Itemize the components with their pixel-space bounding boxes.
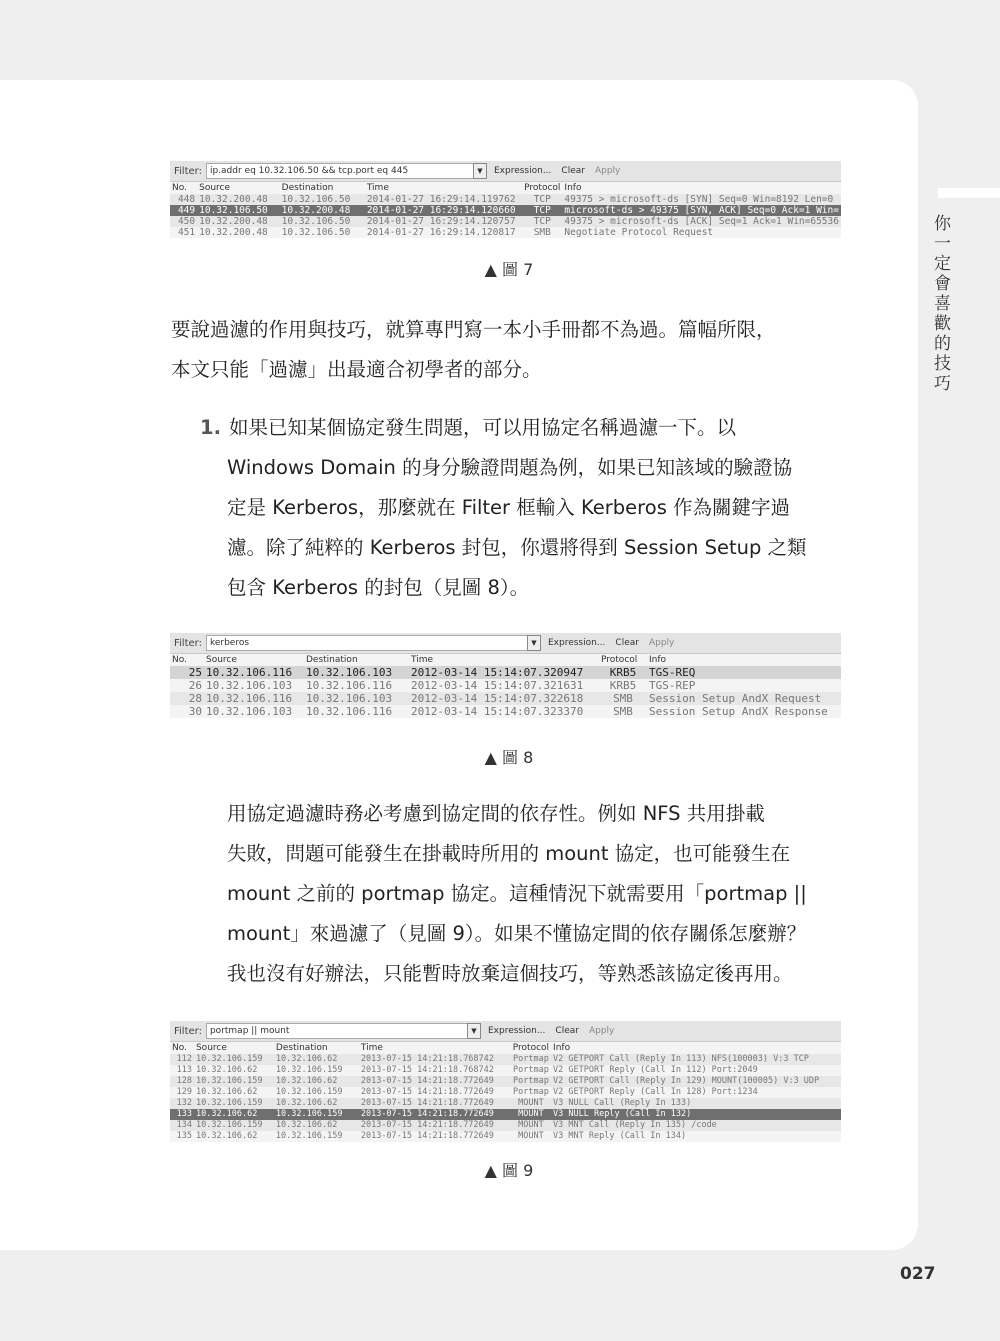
- packet-list-header: [170, 654, 841, 666]
- packet-cell: 2013-07-15 14:21:18.772649: [359, 1098, 511, 1109]
- packet-cell: SMB: [599, 705, 647, 718]
- paragraph-line: mount 之前的 portmap 協定。這種情況下就需要用「portmap ||: [227, 882, 807, 905]
- filter-toolbar: [170, 161, 841, 182]
- packet-cell: MOUNT: [511, 1131, 551, 1142]
- apply-button[interactable]: Apply: [594, 166, 621, 176]
- column-header[interactable]: Destination: [274, 1042, 359, 1054]
- list-item-line: 如果已知某個協定發生問題，可以用協定名稱過濾一下。以: [228, 416, 736, 439]
- packet-cell: 2013-07-15 14:21:18.772649: [359, 1076, 511, 1087]
- packet-cell: 448: [170, 194, 197, 205]
- packet-cell: 10.32.106.159: [194, 1120, 274, 1131]
- packet-row[interactable]: [170, 1076, 841, 1087]
- packet-cell: Portmap: [511, 1054, 551, 1065]
- column-header[interactable]: No.: [170, 182, 197, 194]
- packet-cell: 10.32.106.159: [274, 1109, 359, 1120]
- expression-button[interactable]: Expression...: [487, 1026, 546, 1036]
- packet-row[interactable]: [170, 1109, 841, 1120]
- packet-cell: TCP: [522, 205, 562, 216]
- column-header[interactable]: Destination: [304, 654, 409, 666]
- packet-cell: 2012-03-14 15:14:07.321631: [409, 679, 599, 692]
- packet-cell: 10.32.106.103: [204, 705, 304, 718]
- filter-toolbar: [170, 633, 841, 654]
- paragraph-line: mount」來過濾了（見圖 9）。如果不懂協定間的依存關係怎麼辦？: [227, 922, 807, 945]
- figure-8-screenshot: [170, 633, 841, 718]
- filter-label: Filter:: [174, 165, 202, 177]
- packet-cell: V2 GETPORT Reply (Call In 128) Port:1234: [551, 1087, 841, 1098]
- column-header[interactable]: Source: [204, 654, 304, 666]
- list-item-1-continued: [227, 448, 845, 608]
- packet-cell: 10.32.106.116: [304, 705, 409, 718]
- packet-cell: 10.32.106.62: [194, 1087, 274, 1098]
- packet-cell: Negotiate Protocol Request: [562, 227, 841, 238]
- intro-line: 本文只能「過濾」出最適合初學者的部分。: [171, 358, 542, 381]
- list-item-1: [200, 408, 845, 448]
- packet-cell: 2014-01-27 16:29:14.120660: [365, 205, 522, 216]
- packet-cell: 10.32.106.62: [194, 1109, 274, 1120]
- packet-cell: 10.32.106.116: [204, 666, 304, 679]
- packet-list: [170, 182, 841, 238]
- dropdown-arrow-icon[interactable]: ▼: [527, 635, 541, 651]
- page-number: 027: [900, 1264, 936, 1284]
- packet-cell: KRB5: [599, 666, 647, 679]
- column-header[interactable]: Info: [551, 1042, 841, 1054]
- packet-cell: 10.32.106.159: [274, 1065, 359, 1076]
- column-header[interactable]: Protocol: [524, 183, 561, 193]
- column-header[interactable]: Protocol: [599, 654, 647, 666]
- column-header[interactable]: Info: [647, 654, 841, 666]
- list-item-line: 定是 Kerberos，那麼就在 Filter 框輸入 Kerberos 作為關鍵字過: [227, 496, 791, 519]
- column-header[interactable]: Time: [409, 654, 599, 666]
- packet-cell: 10.32.106.116: [204, 692, 304, 705]
- packet-row[interactable]: [170, 1098, 841, 1109]
- packet-row[interactable]: [170, 216, 841, 227]
- packet-cell: 26: [170, 679, 204, 692]
- packet-cell: MOUNT: [511, 1098, 551, 1109]
- figure-7-screenshot: [170, 161, 841, 238]
- packet-cell: 10.32.106.103: [304, 666, 409, 679]
- clear-button[interactable]: Clear: [615, 638, 639, 648]
- packet-row[interactable]: [170, 1054, 841, 1065]
- apply-button[interactable]: Apply: [648, 638, 675, 648]
- packet-list-header: [170, 182, 841, 194]
- packet-cell: Session Setup AndX Request: [647, 692, 841, 705]
- filter-value: ip.addr eq 10.32.106.50 && tcp.port eq 445: [209, 166, 409, 176]
- packet-cell: TCP: [522, 216, 562, 227]
- filter-input[interactable]: [206, 1023, 481, 1039]
- packet-cell: 10.32.106.103: [204, 679, 304, 692]
- packet-cell: Portmap: [511, 1076, 551, 1087]
- packet-cell: 2013-07-15 14:21:18.772649: [359, 1120, 511, 1131]
- packet-cell: 2012-03-14 15:14:07.320947: [409, 666, 599, 679]
- filter-value: kerberos: [209, 638, 250, 648]
- column-header[interactable]: Info: [562, 182, 841, 194]
- expression-button[interactable]: Expression...: [547, 638, 606, 648]
- packet-row[interactable]: [170, 705, 841, 718]
- packet-cell: 10.32.106.116: [304, 679, 409, 692]
- filter-input[interactable]: [206, 163, 487, 179]
- packet-row[interactable]: [170, 1131, 841, 1142]
- intro-line: 要說過濾的作用與技巧，就算專門寫一本小手冊都不為過。篇幅所限，: [171, 318, 776, 341]
- packet-cell: 10.32.106.50: [280, 227, 365, 238]
- packet-cell: 10.32.106.50: [280, 216, 365, 227]
- packet-cell: 10.32.106.159: [194, 1098, 274, 1109]
- packet-row[interactable]: [170, 227, 841, 238]
- filter-input[interactable]: [206, 635, 541, 651]
- packet-row[interactable]: [170, 1087, 841, 1098]
- paragraph-dependency: [227, 794, 845, 994]
- packet-cell: 10.32.106.62: [274, 1054, 359, 1065]
- packet-cell: 2013-07-15 14:21:18.772649: [359, 1109, 511, 1120]
- packet-cell: 10.32.106.62: [274, 1076, 359, 1087]
- packet-cell: 28: [170, 692, 204, 705]
- packet-cell: 134: [170, 1120, 194, 1131]
- packet-cell: 133: [170, 1109, 194, 1120]
- packet-cell: 132: [170, 1098, 194, 1109]
- packet-cell: V2 GETPORT Call (Reply In 129) MOUNT(100005) V:3 UDP: [551, 1076, 841, 1087]
- packet-row[interactable]: [170, 666, 841, 679]
- packet-cell: 10.32.106.50: [280, 194, 365, 205]
- column-header[interactable]: No.: [170, 654, 204, 666]
- paragraph-line: 失敗，問題可能發生在掛載時所用的 mount 協定，也可能發生在: [227, 842, 791, 865]
- packet-cell: 10.32.106.62: [274, 1120, 359, 1131]
- clear-button[interactable]: Clear: [555, 1026, 579, 1036]
- filter-value: portmap || mount: [209, 1026, 290, 1036]
- dropdown-arrow-icon[interactable]: ▼: [473, 163, 487, 179]
- column-header[interactable]: Source: [194, 1042, 274, 1054]
- packet-row[interactable]: [170, 205, 841, 216]
- packet-cell: 113: [170, 1065, 194, 1076]
- column-header[interactable]: Time: [365, 182, 522, 194]
- packet-cell: Session Setup AndX Response: [647, 705, 841, 718]
- packet-cell: V3 MNT Reply (Call In 134): [551, 1131, 841, 1142]
- dropdown-arrow-icon[interactable]: ▼: [467, 1023, 481, 1039]
- column-header[interactable]: No.: [170, 1042, 194, 1054]
- packet-cell: MOUNT: [511, 1120, 551, 1131]
- packet-cell: TGS-REP: [647, 679, 841, 692]
- packet-cell: 2012-03-14 15:14:07.322618: [409, 692, 599, 705]
- column-header[interactable]: Source: [197, 182, 280, 194]
- packet-cell: 10.32.106.62: [194, 1065, 274, 1076]
- packet-cell: 128: [170, 1076, 194, 1087]
- packet-cell: 10.32.200.48: [197, 194, 280, 205]
- packet-cell: Portmap: [511, 1065, 551, 1076]
- packet-cell: 10.32.200.48: [197, 227, 280, 238]
- packet-cell: 10.32.106.62: [274, 1098, 359, 1109]
- packet-list-header: [170, 1042, 841, 1054]
- packet-cell: 451: [170, 227, 197, 238]
- packet-cell: 2014-01-27 16:29:14.120817: [365, 227, 522, 238]
- expression-button[interactable]: Expression...: [493, 166, 552, 176]
- packet-cell: 10.32.106.159: [274, 1087, 359, 1098]
- packet-cell: 2014-01-27 16:29:14.120757: [365, 216, 522, 227]
- side-chapter-title: 你一定會喜歡的技巧: [930, 214, 950, 394]
- packet-cell: V3 MNT Call (Reply In 135) /code: [551, 1120, 841, 1131]
- packet-list: [170, 654, 841, 718]
- packet-cell: 129: [170, 1087, 194, 1098]
- packet-cell: 10.32.106.159: [194, 1076, 274, 1087]
- list-item-line: 包含 Kerberos 的封包（見圖 8）。: [227, 576, 530, 599]
- packet-cell: SMB: [522, 227, 562, 238]
- list-number: 1.: [200, 416, 221, 439]
- column-header[interactable]: Protocol: [512, 1043, 550, 1053]
- packet-cell: V2 GETPORT Reply (Call In 112) Port:2049: [551, 1065, 841, 1076]
- intro-paragraph: [171, 310, 847, 390]
- packet-row[interactable]: [170, 1120, 841, 1131]
- paragraph-line: 用協定過濾時務必考慮到協定間的依存性。例如 NFS 共用掛載: [227, 802, 765, 825]
- figure-9-caption: ▲ 圖 9: [484, 1161, 534, 1180]
- packet-cell: 49375 > microsoft-ds [ACK] Seq=1 Ack=1 Win=65536: [562, 216, 841, 227]
- packet-cell: 449: [170, 205, 197, 216]
- packet-cell: V3 NULL Call (Reply In 133): [551, 1098, 841, 1109]
- packet-cell: 10.32.106.159: [194, 1054, 274, 1065]
- packet-cell: 10.32.106.103: [304, 692, 409, 705]
- filter-label: Filter:: [174, 1025, 202, 1037]
- packet-cell: 10.32.200.48: [280, 205, 365, 216]
- list-item-line: Windows Domain 的身分驗證問題為例，如果已知該域的驗證協: [227, 456, 793, 479]
- apply-button[interactable]: Apply: [588, 1026, 615, 1036]
- packet-row[interactable]: [170, 692, 841, 705]
- list-item-line: 濾。除了純粹的 Kerberos 封包，你還將得到 Session Setup 之類: [227, 536, 807, 559]
- packet-cell: MOUNT: [511, 1109, 551, 1120]
- packet-cell: 2013-07-15 14:21:18.768742: [359, 1065, 511, 1076]
- packet-cell: microsoft-ds > 49375 [SYN, ACK] Seq=0 Ack=1 Win=: [562, 205, 841, 216]
- figure-7-caption: ▲ 圖 7: [484, 260, 534, 279]
- packet-cell: TGS-REQ: [647, 666, 841, 679]
- packet-cell: 30: [170, 705, 204, 718]
- paragraph-line: 我也沒有好辦法，只能暫時放棄這個技巧，等熟悉該協定後再用。: [227, 962, 793, 985]
- filter-toolbar: [170, 1021, 841, 1042]
- figure-9-screenshot: [170, 1021, 841, 1142]
- column-header[interactable]: Destination: [280, 182, 365, 194]
- filter-label: Filter:: [174, 637, 202, 649]
- packet-cell: V2 GETPORT Call (Reply In 113) NFS(100003) V:3 TCP: [551, 1054, 841, 1065]
- packet-cell: 10.32.106.50: [197, 205, 280, 216]
- packet-cell: KRB5: [599, 679, 647, 692]
- packet-cell: 10.32.106.159: [274, 1131, 359, 1142]
- packet-list: [170, 1042, 841, 1142]
- packet-cell: Portmap: [511, 1087, 551, 1098]
- packet-cell: 2013-07-15 14:21:18.768742: [359, 1054, 511, 1065]
- packet-cell: 112: [170, 1054, 194, 1065]
- packet-cell: 2013-07-15 14:21:18.772649: [359, 1131, 511, 1142]
- packet-row[interactable]: [170, 194, 841, 205]
- packet-cell: 49375 > microsoft-ds [SYN] Seq=0 Win=8192 Len=0: [562, 194, 841, 205]
- column-header[interactable]: Time: [359, 1042, 511, 1054]
- packet-cell: 25: [170, 666, 204, 679]
- packet-cell: 10.32.106.62: [194, 1131, 274, 1142]
- packet-cell: 2014-01-27 16:29:14.119762: [365, 194, 522, 205]
- figure-8-caption: ▲ 圖 8: [484, 748, 534, 767]
- clear-button[interactable]: Clear: [561, 166, 585, 176]
- packet-row[interactable]: [170, 679, 841, 692]
- packet-cell: V3 NULL Reply (Call In 132): [551, 1109, 841, 1120]
- packet-cell: TCP: [522, 194, 562, 205]
- packet-cell: SMB: [599, 692, 647, 705]
- packet-cell: 2012-03-14 15:14:07.323370: [409, 705, 599, 718]
- packet-cell: 2013-07-15 14:21:18.772649: [359, 1087, 511, 1098]
- side-divider: [938, 188, 1000, 198]
- packet-row[interactable]: [170, 1065, 841, 1076]
- packet-cell: 450: [170, 216, 197, 227]
- packet-cell: 135: [170, 1131, 194, 1142]
- packet-cell: 10.32.200.48: [197, 216, 280, 227]
